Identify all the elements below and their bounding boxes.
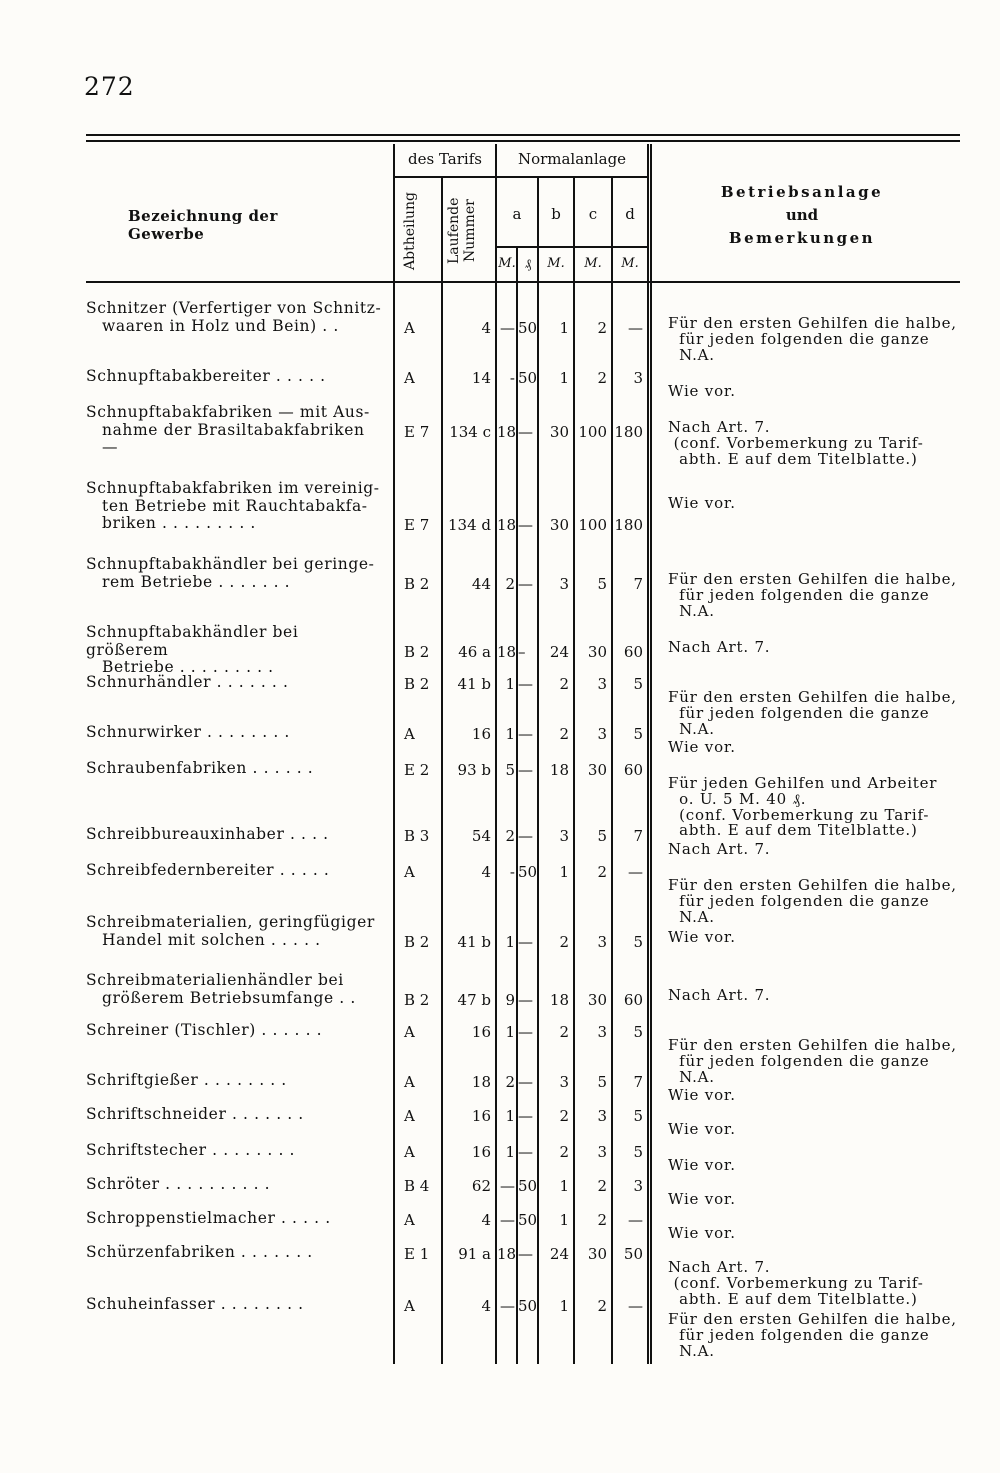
col-a-mark-value: 18 <box>497 516 517 534</box>
col-d-value: 7 <box>633 1073 643 1091</box>
abtheilung-value: A <box>404 1211 415 1229</box>
remark-text <box>668 930 968 946</box>
remark-text <box>668 1088 968 1104</box>
col-b-value: 3 <box>559 1073 569 1091</box>
col-c-value: 30 <box>587 1245 607 1263</box>
remark-line: Wie vor. <box>668 382 736 400</box>
header-bottom-rule <box>86 281 960 283</box>
col-divider-7b <box>650 144 652 1364</box>
trade-name-line: Schuheinfasser . . . . . . . . <box>86 1295 304 1313</box>
col-a-pf-value: — <box>518 516 533 534</box>
col-c-value: 5 <box>597 827 607 845</box>
col-b-value: 24 <box>549 642 569 661</box>
remark-line: (conf. Vorbemerkung zu Tarif- <box>668 805 930 824</box>
col-d-value: 180 <box>614 516 643 534</box>
col-b-value: 18 <box>549 990 569 1009</box>
header-col-c: c <box>588 205 598 223</box>
laufende-nummer-value: 41 b <box>457 675 491 693</box>
remark-text <box>668 690 968 737</box>
header-remarks-line1: Betriebsanlage <box>720 183 884 201</box>
col-divider-1 <box>393 144 395 1364</box>
abtheilung-value: A <box>404 369 415 387</box>
trade-name <box>86 1210 386 1228</box>
remark-line: für jeden folgenden die ganze <box>668 585 930 604</box>
col-a-mark-value: 9 <box>505 990 515 1009</box>
col-c-value: 30 <box>587 990 607 1009</box>
col-a-mark-value: 1 <box>505 1107 515 1125</box>
col-d-value: 50 <box>623 1245 643 1263</box>
header-laufende-nummer: Laufende Nummer <box>446 197 478 265</box>
col-b-value: 2 <box>559 1143 569 1161</box>
header-unit-c: M. <box>584 256 602 271</box>
col-b-value: 2 <box>559 1107 569 1125</box>
trade-name-line: Schriftstecher . . . . . . . . <box>86 1141 296 1159</box>
col-divider-7 <box>647 144 649 1364</box>
col-b-value: 18 <box>549 761 569 779</box>
trade-name <box>86 1072 386 1090</box>
remark-text <box>668 878 968 925</box>
col-d-value: 5 <box>633 1023 643 1041</box>
laufende-nummer-value: 91 a <box>458 1245 491 1263</box>
trade-name-line: nahme der Brasiltabakfabriken — <box>102 420 365 456</box>
col-a-pf-value: — <box>518 1245 533 1263</box>
remark-line: abth. E auf dem Titelblatte.) <box>668 449 918 468</box>
col-a-pf-value: 50 <box>518 318 538 337</box>
col-c-value: 3 <box>597 675 607 693</box>
col-d-value: 3 <box>633 369 643 387</box>
col-b-value: 24 <box>549 1245 569 1263</box>
col-a-pf-value: 50 <box>518 1211 538 1229</box>
col-a-mark-value: 1 <box>505 725 515 743</box>
trade-name-line: waaren in Holz und Bein) . . <box>102 316 339 335</box>
col-a-pf-value: — <box>518 1023 533 1041</box>
remark-line: Wie vor. <box>668 1190 736 1208</box>
trade-name-line: Schürzenfabriken . . . . . . . <box>86 1243 313 1261</box>
remark-line: N.A. <box>668 345 715 364</box>
trade-name-line: Schriftschneider . . . . . . . <box>86 1105 304 1123</box>
col-d-value: — <box>628 318 643 337</box>
col-b-value: 2 <box>559 725 569 743</box>
laufende-nummer-value: 62 <box>471 1177 491 1195</box>
trade-name-line: Schnupftabakfabriken im vereinig- <box>86 479 380 497</box>
col-a-pf-value: — <box>518 1073 533 1091</box>
laufende-nummer-value: 16 <box>471 1107 491 1125</box>
header-col-a: a <box>512 205 522 223</box>
col-a-mark-value: 2 <box>505 574 515 593</box>
page-number: 272 <box>84 72 135 101</box>
col-c-value: 100 <box>578 422 607 441</box>
trade-name-line: Schreibfedernbereiter . . . . . <box>86 861 330 879</box>
remark-text <box>668 1122 968 1138</box>
abtheilung-value: E 2 <box>404 761 430 779</box>
top-rule-2 <box>86 140 960 142</box>
laufende-nummer-value: 54 <box>471 827 491 845</box>
laufende-nummer-value: 134 c <box>449 422 491 441</box>
col-divider-a-split <box>516 246 518 1364</box>
remark-line: Für den ersten Gehilfen die halbe, <box>668 1310 957 1328</box>
col-c-value: 30 <box>587 761 607 779</box>
col-c-value: 2 <box>597 1211 607 1229</box>
remark-line: Wie vor. <box>668 928 736 946</box>
remark-line: Wie vor. <box>668 738 736 756</box>
col-b-value: 30 <box>549 422 569 441</box>
header-unit-rule <box>497 246 647 248</box>
remark-text <box>668 740 968 756</box>
abtheilung-value: A <box>404 1073 415 1091</box>
remark-line: Nach Art. 7. <box>668 840 771 858</box>
header-remarks-line2: und <box>785 206 819 224</box>
header-unit-b: M. <box>547 256 565 271</box>
col-d-value: 60 <box>623 642 643 661</box>
remark-text <box>668 1260 968 1307</box>
abtheilung-value: B 2 <box>404 675 430 693</box>
trade-name <box>86 480 386 533</box>
trade-name-line: Schreibbureauxinhaber . . . . <box>86 825 329 843</box>
remark-line: Wie vor. <box>668 1120 736 1138</box>
remark-text <box>668 496 968 512</box>
col-a-mark-value: 2 <box>505 1073 515 1091</box>
col-c-value: 2 <box>597 1297 607 1315</box>
trade-name <box>86 300 386 335</box>
col-c-value: 2 <box>597 863 607 881</box>
remark-line: Für den ersten Gehilfen die halbe, <box>668 1036 957 1054</box>
abtheilung-value: E 7 <box>404 516 430 534</box>
trade-name <box>86 1022 386 1040</box>
laufende-nummer-value: 134 d <box>447 516 491 534</box>
abtheilung-value: B 2 <box>404 990 430 1009</box>
remark-text <box>668 1192 968 1208</box>
trade-name <box>86 914 386 949</box>
trade-name-line: Schroppenstielmacher . . . . . <box>86 1209 331 1227</box>
col-d-value: 5 <box>633 932 643 951</box>
col-b-value: 2 <box>559 932 569 951</box>
remark-text <box>668 842 968 858</box>
col-b-value: 3 <box>559 827 569 845</box>
trade-name-line: ten Betriebe mit Rauchtabakfa- <box>102 496 368 515</box>
col-d-value: 3 <box>633 1177 643 1195</box>
col-a-pf-value: — <box>518 725 533 743</box>
abtheilung-value: B 2 <box>404 932 430 951</box>
laufende-nummer-value: 47 b <box>457 990 491 1009</box>
remark-line: N.A. <box>668 907 715 926</box>
trade-name <box>86 556 386 591</box>
remark-line: Für den ersten Gehilfen die halbe, <box>668 876 957 894</box>
abtheilung-value: E 7 <box>404 422 430 441</box>
trade-name-line: Schnupftabakfabriken — mit Aus- <box>86 403 370 421</box>
col-a-pf-value: — <box>518 1143 533 1161</box>
col-a-mark-value: — <box>500 1177 515 1195</box>
col-c-value: 3 <box>597 725 607 743</box>
col-a-mark-value: — <box>500 1297 515 1315</box>
trade-name <box>86 1106 386 1124</box>
col-c-value: 100 <box>578 516 607 534</box>
remark-line: abth. E auf dem Titelblatte.) <box>668 821 918 840</box>
trade-name-line: Schreiner (Tischler) . . . . . . <box>86 1021 323 1039</box>
laufende-nummer-value: 4 <box>481 1297 491 1315</box>
col-a-pf-value: — <box>518 761 533 779</box>
col-d-value: 180 <box>614 422 643 441</box>
remark-line: (conf. Vorbemerkung zu Tarif- <box>668 1273 924 1292</box>
trade-name <box>86 674 386 692</box>
trade-name <box>86 826 386 844</box>
remark-line: für jeden folgenden die ganze <box>668 891 930 910</box>
col-c-value: 2 <box>597 318 607 337</box>
col-a-mark-value: - <box>509 863 515 881</box>
col-a-mark-value: — <box>500 1211 515 1229</box>
remark-line: für jeden folgenden die ganze <box>668 1325 930 1344</box>
col-a-mark-value: 1 <box>505 932 515 951</box>
col-b-value: 1 <box>559 1211 569 1229</box>
col-a-pf-value: — <box>518 1107 533 1125</box>
trade-name <box>86 1244 386 1262</box>
col-a-pf-value: 50 <box>518 1177 538 1195</box>
col-c-value: 2 <box>597 369 607 387</box>
abtheilung-value: A <box>404 318 415 337</box>
col-d-value: — <box>628 863 643 881</box>
remark-line: für jeden folgenden die ganze <box>668 1051 930 1070</box>
trade-name-line: Schröter . . . . . . . . . . <box>86 1175 271 1193</box>
laufende-nummer-value: 4 <box>481 863 491 881</box>
trade-name-line: Betriebe . . . . . . . . . <box>102 658 274 676</box>
remark-line: abth. E auf dem Titelblatte.) <box>668 1289 918 1308</box>
col-a-pf-value: — <box>518 827 533 845</box>
abtheilung-value: B 3 <box>404 827 430 845</box>
laufende-nummer-value: 16 <box>471 1023 491 1041</box>
remark-line: für jeden folgenden die ganze <box>668 329 930 348</box>
header-col-b: b <box>551 205 561 223</box>
col-d-value: — <box>628 1297 643 1315</box>
trade-name-line: Schriftgießer . . . . . . . . <box>86 1071 287 1089</box>
col-b-value: 1 <box>559 369 569 387</box>
col-a-pf-value: — <box>518 675 533 693</box>
trade-name-line: rem Betriebe . . . . . . . <box>102 572 291 591</box>
abtheilung-value: A <box>404 1297 415 1315</box>
col-a-pf-value: — <box>518 574 533 593</box>
remark-text <box>668 420 968 467</box>
abtheilung-value: A <box>404 1107 415 1125</box>
header-unit-a-mark: M. <box>498 256 516 271</box>
remark-text <box>668 316 968 363</box>
top-rule <box>86 134 960 136</box>
remark-line: o. U. 5 M. 40 ₰. <box>668 789 807 808</box>
col-a-mark-value: 18 <box>497 1245 517 1263</box>
col-d-value: 5 <box>633 725 643 743</box>
trade-name <box>86 724 386 742</box>
col-a-pf-value: — <box>518 932 533 951</box>
trade-name <box>86 368 386 386</box>
col-c-value: 3 <box>597 1023 607 1041</box>
abtheilung-value: E 1 <box>404 1245 430 1263</box>
col-a-pf-value: 50 <box>518 369 538 387</box>
col-b-value: 2 <box>559 675 569 693</box>
col-a-mark-value: 1 <box>505 675 515 693</box>
col-c-value: 2 <box>597 1177 607 1195</box>
col-a-mark-value: - <box>509 369 515 387</box>
trade-name-line: Schreibmaterialienhändler bei <box>86 971 344 989</box>
header-tarif-group: des Tarifs <box>408 150 482 168</box>
col-d-value: 7 <box>633 574 643 593</box>
header-unit-a-pf: ₰ <box>524 257 532 272</box>
col-a-mark-value: 18 <box>497 422 517 441</box>
col-a-mark-value: 1 <box>505 1143 515 1161</box>
trade-name <box>86 1142 386 1160</box>
laufende-nummer-value: 4 <box>481 1211 491 1229</box>
trade-name <box>86 760 386 778</box>
col-c-value: 30 <box>587 642 607 661</box>
remark-text <box>668 1158 968 1174</box>
remark-line: N.A. <box>668 719 715 738</box>
laufende-nummer-value: 16 <box>471 725 491 743</box>
laufende-nummer-value: 41 b <box>457 932 491 951</box>
col-c-value: 3 <box>597 1143 607 1161</box>
trade-name-line: größerem Betriebsumfange . . <box>102 988 356 1007</box>
header-unit-d: M. <box>621 256 639 271</box>
abtheilung-value: A <box>404 863 415 881</box>
remark-text <box>668 1226 968 1242</box>
remark-line: N.A. <box>668 1341 715 1360</box>
col-c-value: 5 <box>597 1073 607 1091</box>
trade-name <box>86 1296 386 1314</box>
col-d-value: 60 <box>623 761 643 779</box>
trade-name-line: briken . . . . . . . . . <box>102 514 256 532</box>
trade-name <box>86 624 386 677</box>
trade-name-line: Schnurwirker . . . . . . . . <box>86 723 290 741</box>
laufende-nummer-value: 44 <box>471 574 491 593</box>
trade-name <box>86 1176 386 1194</box>
remark-line: Wie vor. <box>668 1156 736 1174</box>
col-a-pf-value: — <box>518 990 533 1009</box>
col-d-value: 7 <box>633 827 643 845</box>
remark-text <box>668 776 968 839</box>
remark-line: Wie vor. <box>668 1086 736 1104</box>
remark-line: Für den ersten Gehilfen die halbe, <box>668 688 957 706</box>
remark-line: Nach Art. 7. <box>668 986 771 1004</box>
remark-text <box>668 640 968 656</box>
col-b-value: 1 <box>559 318 569 337</box>
abtheilung-value: B 4 <box>404 1177 430 1195</box>
remark-line: Für jeden Gehilfen und Arbeiter <box>668 774 938 792</box>
remark-line: Für den ersten Gehilfen die halbe, <box>668 314 957 332</box>
remark-text <box>668 1038 968 1085</box>
trade-name-line: Schnupftabakhändler bei geringe- <box>86 555 375 573</box>
col-b-value: 1 <box>559 863 569 881</box>
abtheilung-value: B 2 <box>404 574 430 593</box>
col-d-value: 5 <box>633 1143 643 1161</box>
trade-name-line: Schnitzer (Verfertiger von Schnitz- <box>86 299 382 317</box>
header-sub-rule <box>395 176 647 178</box>
laufende-nummer-value: 16 <box>471 1143 491 1161</box>
col-b-value: 1 <box>559 1177 569 1195</box>
col-c-value: 3 <box>597 1107 607 1125</box>
laufende-nummer-value: 4 <box>481 318 491 337</box>
col-b-value: 3 <box>559 574 569 593</box>
col-b-value: 2 <box>559 1023 569 1041</box>
laufende-nummer-value: 18 <box>471 1073 491 1091</box>
col-d-value: 60 <box>623 990 643 1009</box>
laufende-nummer-value: 46 a <box>458 642 491 661</box>
trade-name-line: Schnupftabakbereiter . . . . . <box>86 367 326 385</box>
remark-line: für jeden folgenden die ganze <box>668 703 930 722</box>
col-c-value: 5 <box>597 574 607 593</box>
trade-name <box>86 972 386 1007</box>
col-d-value: 5 <box>633 1107 643 1125</box>
col-b-value: 1 <box>559 1297 569 1315</box>
header-col-d: d <box>625 205 635 223</box>
col-b-value: 30 <box>549 516 569 534</box>
col-c-value: 3 <box>597 932 607 951</box>
trade-name-line: Schraubenfabriken . . . . . . <box>86 759 314 777</box>
col-a-mark-value: — <box>500 318 515 337</box>
remark-line: Wie vor. <box>668 494 736 512</box>
trade-name-line: Schnupftabakhändler bei größerem <box>86 623 299 659</box>
remark-text <box>668 988 968 1004</box>
col-a-pf-value: 50 <box>518 863 538 881</box>
remark-line: (conf. Vorbemerkung zu Tarif- <box>668 433 924 452</box>
col-a-pf-value: – <box>518 642 526 661</box>
col-a-pf-value: 50 <box>518 1297 538 1315</box>
remark-line: Wie vor. <box>668 1224 736 1242</box>
remark-line: N.A. <box>668 601 715 620</box>
remark-line: Nach Art. 7. <box>668 1258 771 1276</box>
col-a-mark-value: 1 <box>505 1023 515 1041</box>
trade-name-line: Handel mit solchen . . . . . <box>102 930 321 949</box>
remark-text <box>668 1312 968 1359</box>
header-abtheilung: Abtheilung <box>402 192 418 270</box>
trade-name-line: Schnurhändler . . . . . . . <box>86 673 289 691</box>
laufende-nummer-value: 93 b <box>457 761 491 779</box>
col-a-mark-value: 18 <box>497 642 517 661</box>
col-d-value: 5 <box>633 675 643 693</box>
remark-line: N.A. <box>668 1067 715 1086</box>
abtheilung-value: A <box>404 1023 415 1041</box>
remark-line: Nach Art. 7. <box>668 638 771 656</box>
col-a-mark-value: 2 <box>505 827 515 845</box>
header-name-column: Bezeichnung der Gewerbe <box>128 207 278 243</box>
abtheilung-value: A <box>404 725 415 743</box>
trade-name <box>86 862 386 880</box>
remark-text <box>668 572 968 619</box>
col-a-mark-value: 5 <box>505 761 515 779</box>
col-d-value: — <box>628 1211 643 1229</box>
remark-line: Für den ersten Gehilfen die halbe, <box>668 570 957 588</box>
remark-line: Nach Art. 7. <box>668 418 771 436</box>
trade-name <box>86 404 386 457</box>
trade-name-line: Schreibmaterialien, geringfügiger <box>86 913 375 931</box>
laufende-nummer-value: 14 <box>471 369 491 387</box>
abtheilung-value: B 2 <box>404 642 430 661</box>
header-normalanlage-group: Normalanlage <box>517 150 627 168</box>
remark-text <box>668 384 968 400</box>
abtheilung-value: A <box>404 1143 415 1161</box>
col-a-pf-value: — <box>518 422 533 441</box>
header-remarks-line3: Bemerkungen <box>728 229 876 247</box>
